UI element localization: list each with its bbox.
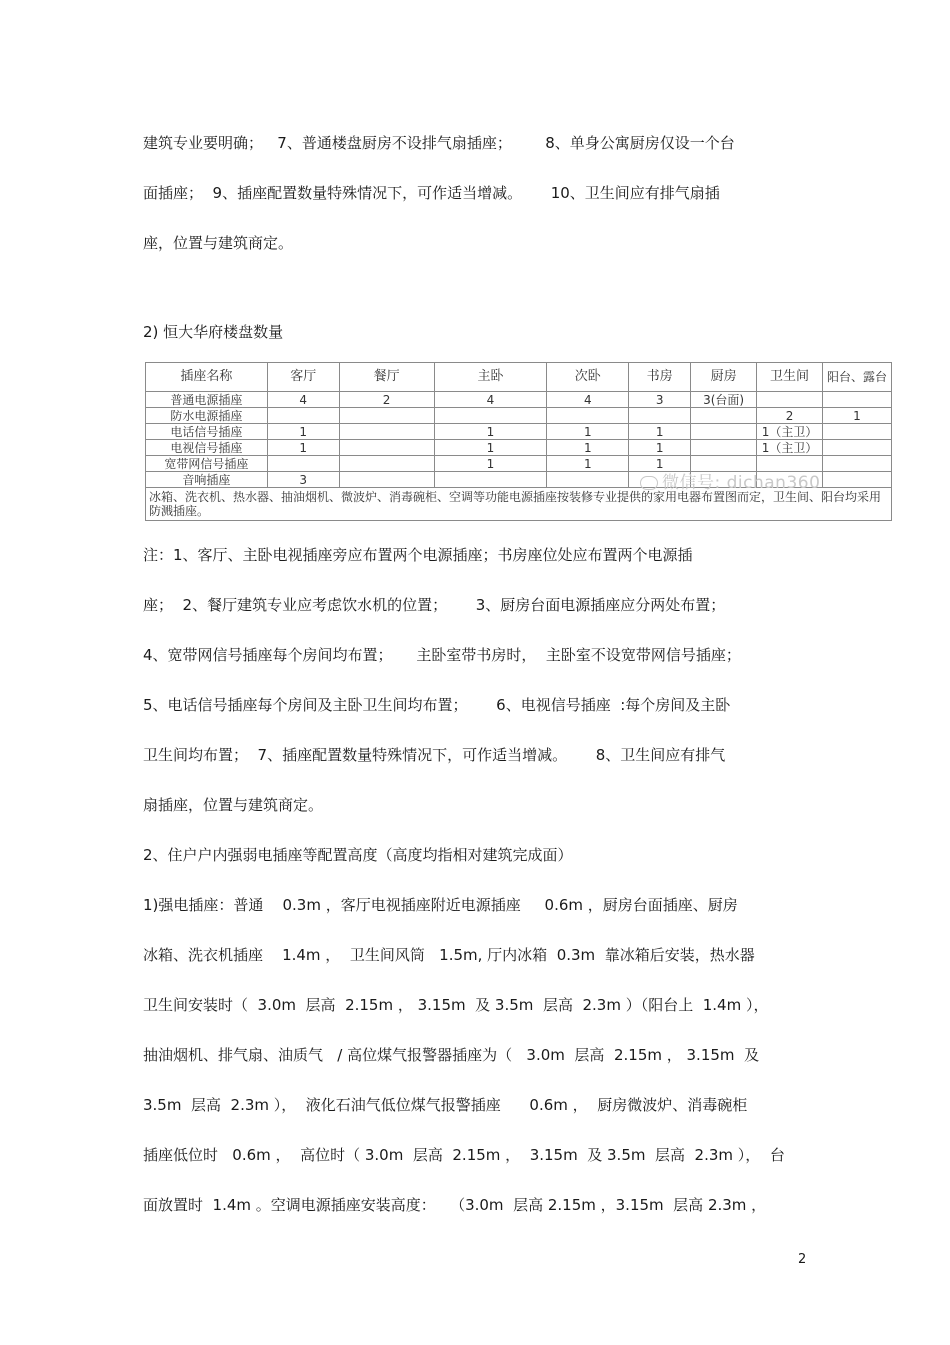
wechat-icon [640, 476, 658, 490]
table-cell [822, 440, 891, 456]
table-cell: 普通电源插座 [146, 392, 268, 408]
text-line: 座； 2、餐厅建筑专业应考虑饮水机的位置； 3、厨房台面电源插座应分两处布置； [143, 596, 726, 614]
table-cell [547, 408, 629, 424]
page-number: 2 [798, 1252, 807, 1267]
table-header: 阳台、露台 [822, 363, 891, 392]
section-heading: 2) 恒大华府楼盘数量 [143, 323, 284, 341]
table-cell: 1 [267, 440, 339, 456]
text-line: 抽油烟机、排气扇、油质气 / 高位煤气报警器插座为（ 3.0m 层高 2.15m ， 3.15m 及 [143, 1046, 760, 1064]
table-cell: 1 [629, 456, 691, 472]
text-line: 2、住户户内强弱电插座等配置高度（高度均指相对建筑完成面） [143, 846, 573, 864]
table-cell: 1（主卫） [757, 424, 823, 440]
table-row [146, 440, 892, 456]
table-cell: 1（主卫） [757, 440, 823, 456]
table-cell: 防水电源插座 [146, 408, 268, 424]
text-line: 3.5m 层高 2.3m ）， 液化石油气低位煤气报警插座 0.6m ， 厨房微波炉、消毒碗柜 [143, 1096, 748, 1114]
table-cell: 4 [434, 392, 547, 408]
table-cell: 1 [547, 456, 629, 472]
text-line: 座，位置与建筑商定。 [143, 234, 294, 252]
table-cell: 1 [434, 424, 547, 440]
text-line: 1)强电插座：普通 0.3m ，客厅电视插座附近电源插座 0.6m ，厨房台面插座、厨房 [143, 896, 738, 914]
table-cell: 1 [434, 440, 547, 456]
table-cell [339, 440, 434, 456]
table-header: 厨房 [691, 363, 757, 392]
table-cell: 音响插座 [146, 472, 268, 488]
table-cell [691, 424, 757, 440]
text-line: 注：1、客厅、主卧电视插座旁应布置两个电源插座；书房座位处应布置两个电源插 [143, 546, 693, 564]
text-line: 面放置时 1.4m 。空调电源插座安装高度： （3.0m 层高 2.15m ，3.15m 层高 2.3m ， [143, 1196, 767, 1214]
table-cell: 1 [629, 424, 691, 440]
table-cell: 1 [629, 440, 691, 456]
text-line: 5、电话信号插座每个房间及主卧卫生间均布置； 6、电视信号插座 :每个房间及主卧 [143, 696, 731, 714]
table-header: 卫生间 [757, 363, 823, 392]
table-cell [339, 456, 434, 472]
table-cell [434, 408, 547, 424]
table-cell: 电话信号插座 [146, 424, 268, 440]
table-cell [757, 392, 823, 408]
table-cell [434, 472, 547, 488]
table-row [146, 424, 892, 440]
watermark [640, 468, 820, 493]
table-header-row [146, 363, 892, 392]
table-cell [339, 408, 434, 424]
table-cell: 3 [267, 472, 339, 488]
text-line: 面插座； 9、插座配置数量特殊情况下，可作适当增减。 10、卫生间应有排气扇插 [143, 184, 720, 202]
table-cell [267, 456, 339, 472]
table-cell: 宽带网信号插座 [146, 456, 268, 472]
table-cell [691, 408, 757, 424]
text-line: 卫生间均布置； 7、插座配置数量特殊情况下，可作适当增减。 8、卫生间应有排气 [143, 746, 726, 764]
table-cell [822, 456, 891, 472]
table-cell: 1 [267, 424, 339, 440]
text-line: 扇插座，位置与建筑商定。 [143, 796, 324, 814]
table-cell [339, 472, 434, 488]
text-line: 卫生间安装时（ 3.0m 层高 2.15m ， 3.15m 及 3.5m 层高 2.3m ）（阳台上 1.4m ）， [143, 996, 769, 1014]
table-cell: 1 [434, 456, 547, 472]
table-cell: 4 [267, 392, 339, 408]
table-cell: 3 [629, 392, 691, 408]
table-cell: 2 [757, 408, 823, 424]
table-cell [822, 472, 891, 488]
text-line: 4、宽带网信号插座每个房间均布置； 主卧室带书房时， 主卧室不设宽带网信号插座； [143, 646, 741, 664]
table-note: 冰箱、洗衣机、热水器、抽油烟机、微波炉、消毒碗柜、空调等功能电源插座按装修专业提供的家用电器布置图而定，卫生间、阳台均采用防溅插座。 [146, 488, 892, 521]
outlet-table [145, 362, 892, 521]
table-cell [822, 392, 891, 408]
table-header: 客厅 [267, 363, 339, 392]
table-cell: 3(台面) [691, 392, 757, 408]
table-cell: 2 [339, 392, 434, 408]
table-header: 书房 [629, 363, 691, 392]
table-header: 主卧 [434, 363, 547, 392]
table-header: 餐厅 [339, 363, 434, 392]
text-line: 建筑专业要明确； 7、普通楼盘厨房不设排气扇插座； 8、单身公寓厨房仅设一个台 [143, 134, 735, 152]
table-cell: 1 [547, 424, 629, 440]
table-cell [822, 424, 891, 440]
table-cell: 1 [822, 408, 891, 424]
table-cell [267, 408, 339, 424]
table-cell: 电视信号插座 [146, 440, 268, 456]
table-header: 次卧 [547, 363, 629, 392]
table-row [146, 392, 892, 408]
table-cell [691, 440, 757, 456]
table-cell [547, 472, 629, 488]
text-line: 冰箱、洗衣机插座 1.4m ， 卫生间风筒 1.5m, 厅内冰箱 0.3m 靠冰箱后安装，热水器 [143, 946, 755, 964]
table-header: 插座名称 [146, 363, 268, 392]
table-cell [629, 408, 691, 424]
watermark-text: 微信号: dichan360 [662, 473, 821, 493]
text-line: 插座低位时 0.6m ， 高位时（ 3.0m 层高 2.15m ， 3.15m 及 3.5m 层高 2.3m ）， 台 [143, 1146, 785, 1164]
table-row [146, 408, 892, 424]
table-cell: 4 [547, 392, 629, 408]
table-cell: 1 [547, 440, 629, 456]
table-cell [339, 424, 434, 440]
